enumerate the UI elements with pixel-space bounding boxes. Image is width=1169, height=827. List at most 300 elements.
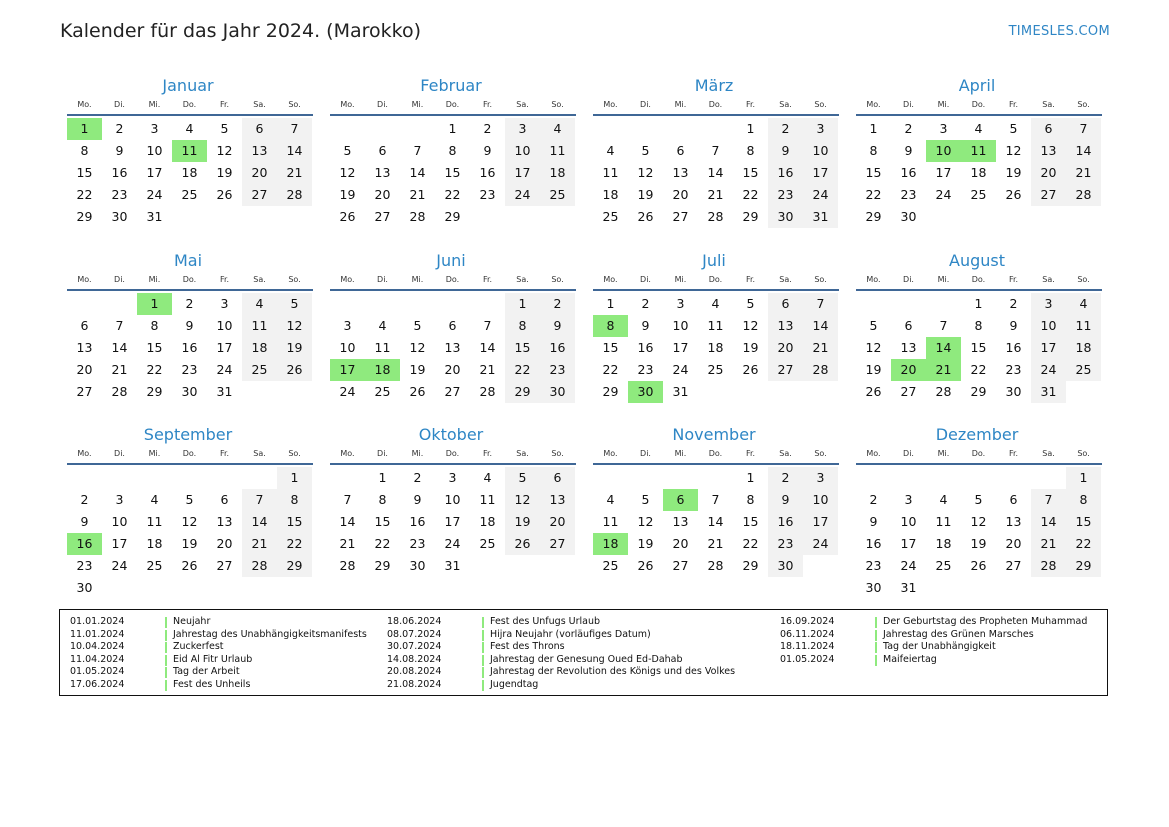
day-cell[interactable]: 27 [444, 384, 461, 399]
day-cell[interactable]: 6 [80, 318, 89, 333]
day-cell[interactable]: 27 [1031, 184, 1066, 206]
day-cell[interactable]: 7 [803, 293, 838, 315]
day-cell[interactable]: 15 [505, 337, 540, 359]
day-cell[interactable]: 27 [768, 359, 803, 381]
day-cell[interactable]: 8 [80, 143, 89, 158]
day-cell[interactable]: 8 [974, 318, 983, 333]
day-cell[interactable]: 24 [444, 536, 461, 551]
day-cell[interactable]: 7 [1066, 118, 1101, 140]
day-cell[interactable]: 21 [707, 187, 724, 202]
day-cell[interactable]: 4 [483, 470, 492, 485]
day-cell[interactable]: 25 [540, 184, 575, 206]
day-cell[interactable]: 17 [803, 511, 838, 533]
day-cell[interactable]: 3 [220, 296, 229, 311]
day-cell[interactable]: 2 [641, 296, 650, 311]
day-cell[interactable]: 15 [1066, 511, 1101, 533]
day-cell[interactable]: 17 [505, 162, 540, 184]
day-cell[interactable]: 13 [672, 514, 689, 529]
day-cell[interactable]: 12 [637, 165, 654, 180]
day-cell[interactable]: 13 [374, 165, 391, 180]
day-cell[interactable]: 4 [939, 492, 948, 507]
day-cell[interactable]: 18 [935, 536, 952, 551]
day-cell[interactable]: 31 [216, 384, 233, 399]
day-cell[interactable]: 6 [220, 492, 229, 507]
day-cell[interactable]: 22 [602, 362, 619, 377]
day-cell[interactable]: 23 [479, 187, 496, 202]
day-cell[interactable]: 25 [602, 558, 619, 573]
day-cell[interactable]: 3 [1031, 293, 1066, 315]
day-cell[interactable]: 28 [1031, 555, 1066, 577]
day-cell[interactable]: 1 [746, 121, 755, 136]
day-cell[interactable]: 27 [76, 384, 93, 399]
day-cell[interactable]: 1 [505, 293, 540, 315]
day-cell[interactable]: 24 [900, 558, 917, 573]
day-cell[interactable]: 26 [742, 362, 759, 377]
day-cell[interactable]: 27 [672, 209, 689, 224]
day-cell[interactable]: 18 [707, 340, 724, 355]
day-cell[interactable]: 25 [970, 187, 987, 202]
day-cell[interactable]: 3 [803, 118, 838, 140]
day-cell[interactable]: 22 [742, 536, 759, 551]
day-cell[interactable]: 17 [803, 162, 838, 184]
day-cell[interactable]: 10 [803, 140, 838, 162]
day-cell[interactable]: 12 [409, 340, 426, 355]
day-cell[interactable]: 30 [540, 381, 575, 403]
day-cell[interactable]: 24 [935, 187, 952, 202]
day-cell[interactable]: 2 [869, 492, 878, 507]
day-cell[interactable]: 29 [970, 384, 987, 399]
day-cell[interactable]: 5 [220, 121, 229, 136]
day-cell[interactable]: 17 [935, 165, 952, 180]
day-cell[interactable]: 12 [277, 315, 312, 337]
day-cell[interactable]: 16 [181, 340, 198, 355]
day-cell[interactable]: 11 [707, 318, 724, 333]
day-cell[interactable]: 10 [505, 140, 540, 162]
day-cell[interactable]: 3 [115, 492, 124, 507]
holiday-day[interactable]: 11 [172, 140, 207, 162]
day-cell[interactable]: 2 [185, 296, 194, 311]
day-cell[interactable]: 22 [374, 536, 391, 551]
day-cell[interactable]: 23 [900, 187, 917, 202]
day-cell[interactable]: 6 [676, 143, 685, 158]
day-cell[interactable]: 10 [444, 492, 461, 507]
day-cell[interactable]: 7 [277, 118, 312, 140]
day-cell[interactable]: 29 [1066, 555, 1101, 577]
day-cell[interactable]: 10 [1031, 315, 1066, 337]
day-cell[interactable]: 31 [900, 580, 917, 595]
day-cell[interactable]: 11 [374, 340, 391, 355]
day-cell[interactable]: 9 [185, 318, 194, 333]
day-cell[interactable]: 23 [181, 362, 198, 377]
day-cell[interactable]: 21 [242, 533, 277, 555]
day-cell[interactable]: 3 [939, 121, 948, 136]
day-cell[interactable]: 5 [343, 143, 352, 158]
holiday-day[interactable]: 18 [365, 359, 400, 381]
day-cell[interactable]: 21 [1066, 162, 1101, 184]
day-cell[interactable]: 4 [974, 121, 983, 136]
day-cell[interactable]: 17 [444, 514, 461, 529]
day-cell[interactable]: 6 [540, 467, 575, 489]
day-cell[interactable]: 26 [409, 384, 426, 399]
day-cell[interactable]: 16 [900, 165, 917, 180]
holiday-day[interactable]: 8 [593, 315, 628, 337]
day-cell[interactable]: 26 [637, 558, 654, 573]
day-cell[interactable]: 7 [711, 143, 720, 158]
day-cell[interactable]: 4 [540, 118, 575, 140]
day-cell[interactable]: 16 [409, 514, 426, 529]
day-cell[interactable]: 21 [409, 187, 426, 202]
day-cell[interactable]: 9 [413, 492, 422, 507]
day-cell[interactable]: 24 [505, 184, 540, 206]
day-cell[interactable]: 7 [711, 492, 720, 507]
day-cell[interactable]: 7 [1031, 489, 1066, 511]
day-cell[interactable]: 14 [803, 315, 838, 337]
day-cell[interactable]: 6 [1009, 492, 1018, 507]
day-cell[interactable]: 29 [277, 555, 312, 577]
day-cell[interactable]: 7 [483, 318, 492, 333]
day-cell[interactable]: 19 [1005, 165, 1022, 180]
day-cell[interactable]: 21 [111, 362, 128, 377]
holiday-day[interactable]: 11 [961, 140, 996, 162]
day-cell[interactable]: 12 [216, 143, 233, 158]
day-cell[interactable]: 19 [181, 536, 198, 551]
day-cell[interactable]: 14 [1031, 511, 1066, 533]
day-cell[interactable]: 3 [343, 318, 352, 333]
day-cell[interactable]: 30 [111, 209, 128, 224]
day-cell[interactable]: 22 [970, 362, 987, 377]
day-cell[interactable]: 6 [378, 143, 387, 158]
day-cell[interactable]: 13 [216, 514, 233, 529]
day-cell[interactable]: 14 [409, 165, 426, 180]
day-cell[interactable]: 10 [146, 143, 163, 158]
day-cell[interactable]: 6 [904, 318, 913, 333]
day-cell[interactable]: 30 [1005, 384, 1022, 399]
day-cell[interactable]: 28 [935, 384, 952, 399]
day-cell[interactable]: 20 [672, 187, 689, 202]
holiday-day[interactable]: 30 [628, 381, 663, 403]
day-cell[interactable]: 29 [76, 209, 93, 224]
day-cell[interactable]: 19 [216, 165, 233, 180]
day-cell[interactable]: 16 [768, 162, 803, 184]
day-cell[interactable]: 23 [76, 558, 93, 573]
day-cell[interactable]: 11 [602, 514, 619, 529]
day-cell[interactable]: 8 [378, 492, 387, 507]
day-cell[interactable]: 31 [803, 206, 838, 228]
day-cell[interactable]: 27 [374, 209, 391, 224]
day-cell[interactable]: 5 [869, 318, 878, 333]
day-cell[interactable]: 25 [1066, 359, 1101, 381]
day-cell[interactable]: 24 [339, 384, 356, 399]
day-cell[interactable]: 24 [672, 362, 689, 377]
day-cell[interactable]: 22 [865, 187, 882, 202]
day-cell[interactable]: 7 [242, 489, 277, 511]
day-cell[interactable]: 12 [865, 340, 882, 355]
day-cell[interactable]: 29 [742, 558, 759, 573]
day-cell[interactable]: 5 [974, 492, 983, 507]
day-cell[interactable]: 18 [540, 162, 575, 184]
day-cell[interactable]: 5 [641, 143, 650, 158]
day-cell[interactable]: 1 [606, 296, 615, 311]
day-cell[interactable]: 30 [768, 555, 803, 577]
day-cell[interactable]: 18 [146, 536, 163, 551]
day-cell[interactable]: 3 [676, 296, 685, 311]
day-cell[interactable]: 21 [277, 162, 312, 184]
day-cell[interactable]: 6 [768, 293, 803, 315]
day-cell[interactable]: 11 [602, 165, 619, 180]
day-cell[interactable]: 11 [146, 514, 163, 529]
day-cell[interactable]: 13 [672, 165, 689, 180]
day-cell[interactable]: 7 [115, 318, 124, 333]
day-cell[interactable]: 14 [339, 514, 356, 529]
day-cell[interactable]: 2 [904, 121, 913, 136]
holiday-day[interactable]: 1 [137, 293, 172, 315]
day-cell[interactable]: 19 [339, 187, 356, 202]
day-cell[interactable]: 7 [413, 143, 422, 158]
day-cell[interactable]: 3 [803, 467, 838, 489]
day-cell[interactable]: 1 [746, 470, 755, 485]
day-cell[interactable]: 16 [1005, 340, 1022, 355]
day-cell[interactable]: 12 [505, 489, 540, 511]
day-cell[interactable]: 4 [711, 296, 720, 311]
day-cell[interactable]: 20 [76, 362, 93, 377]
day-cell[interactable]: 13 [444, 340, 461, 355]
holiday-day[interactable]: 18 [593, 533, 628, 555]
day-cell[interactable]: 13 [1005, 514, 1022, 529]
day-cell[interactable]: 27 [1005, 558, 1022, 573]
day-cell[interactable]: 15 [742, 165, 759, 180]
day-cell[interactable]: 22 [277, 533, 312, 555]
day-cell[interactable]: 3 [904, 492, 913, 507]
day-cell[interactable]: 21 [707, 536, 724, 551]
holiday-day[interactable]: 16 [67, 533, 102, 555]
day-cell[interactable]: 29 [374, 558, 391, 573]
day-cell[interactable]: 10 [339, 340, 356, 355]
day-cell[interactable]: 26 [339, 209, 356, 224]
day-cell[interactable]: 15 [146, 340, 163, 355]
day-cell[interactable]: 26 [1005, 187, 1022, 202]
day-cell[interactable]: 25 [181, 187, 198, 202]
day-cell[interactable]: 10 [672, 318, 689, 333]
day-cell[interactable]: 24 [1031, 359, 1066, 381]
day-cell[interactable]: 8 [448, 143, 457, 158]
day-cell[interactable]: 4 [606, 492, 615, 507]
site-link[interactable]: TIMESLES.COM [1008, 24, 1110, 39]
day-cell[interactable]: 9 [1009, 318, 1018, 333]
day-cell[interactable]: 15 [970, 340, 987, 355]
day-cell[interactable]: 21 [479, 362, 496, 377]
day-cell[interactable]: 15 [374, 514, 391, 529]
day-cell[interactable]: 22 [1066, 533, 1101, 555]
day-cell[interactable]: 16 [540, 337, 575, 359]
day-cell[interactable]: 5 [746, 296, 755, 311]
day-cell[interactable]: 21 [339, 536, 356, 551]
day-cell[interactable]: 24 [803, 184, 838, 206]
day-cell[interactable]: 19 [637, 536, 654, 551]
day-cell[interactable]: 8 [150, 318, 159, 333]
day-cell[interactable]: 20 [1005, 536, 1022, 551]
day-cell[interactable]: 9 [80, 514, 89, 529]
day-cell[interactable]: 22 [76, 187, 93, 202]
day-cell[interactable]: 20 [672, 536, 689, 551]
day-cell[interactable]: 19 [277, 337, 312, 359]
day-cell[interactable]: 8 [746, 143, 755, 158]
day-cell[interactable]: 5 [413, 318, 422, 333]
day-cell[interactable]: 23 [540, 359, 575, 381]
day-cell[interactable]: 9 [768, 140, 803, 162]
day-cell[interactable]: 16 [768, 511, 803, 533]
day-cell[interactable]: 15 [76, 165, 93, 180]
day-cell[interactable]: 27 [216, 558, 233, 573]
day-cell[interactable]: 2 [768, 467, 803, 489]
day-cell[interactable]: 13 [900, 340, 917, 355]
day-cell[interactable]: 9 [483, 143, 492, 158]
day-cell[interactable]: 15 [602, 340, 619, 355]
day-cell[interactable]: 12 [637, 514, 654, 529]
day-cell[interactable]: 29 [505, 381, 540, 403]
day-cell[interactable]: 2 [483, 121, 492, 136]
day-cell[interactable]: 28 [1066, 184, 1101, 206]
day-cell[interactable]: 26 [181, 558, 198, 573]
day-cell[interactable]: 16 [865, 536, 882, 551]
day-cell[interactable]: 5 [505, 467, 540, 489]
day-cell[interactable]: 4 [1066, 293, 1101, 315]
day-cell[interactable]: 14 [1066, 140, 1101, 162]
day-cell[interactable]: 23 [1005, 362, 1022, 377]
day-cell[interactable]: 22 [146, 362, 163, 377]
day-cell[interactable]: 26 [970, 558, 987, 573]
day-cell[interactable]: 15 [742, 514, 759, 529]
day-cell[interactable]: 13 [1031, 140, 1066, 162]
day-cell[interactable]: 9 [641, 318, 650, 333]
day-cell[interactable]: 18 [479, 514, 496, 529]
day-cell[interactable]: 12 [742, 318, 759, 333]
day-cell[interactable]: 28 [707, 558, 724, 573]
day-cell[interactable]: 9 [540, 315, 575, 337]
day-cell[interactable]: 23 [111, 187, 128, 202]
day-cell[interactable]: 23 [409, 536, 426, 551]
day-cell[interactable]: 20 [444, 362, 461, 377]
holiday-day[interactable]: 20 [891, 359, 926, 381]
day-cell[interactable]: 26 [865, 384, 882, 399]
day-cell[interactable]: 30 [768, 206, 803, 228]
day-cell[interactable]: 28 [339, 558, 356, 573]
day-cell[interactable]: 1 [974, 296, 983, 311]
day-cell[interactable]: 28 [111, 384, 128, 399]
day-cell[interactable]: 23 [865, 558, 882, 573]
day-cell[interactable]: 15 [277, 511, 312, 533]
day-cell[interactable]: 3 [448, 470, 457, 485]
holiday-day[interactable]: 21 [926, 359, 961, 381]
day-cell[interactable]: 30 [409, 558, 426, 573]
day-cell[interactable]: 11 [479, 492, 496, 507]
day-cell[interactable]: 22 [505, 359, 540, 381]
day-cell[interactable]: 20 [768, 337, 803, 359]
holiday-day[interactable]: 17 [330, 359, 365, 381]
day-cell[interactable]: 17 [146, 165, 163, 180]
day-cell[interactable]: 9 [115, 143, 124, 158]
day-cell[interactable]: 21 [803, 337, 838, 359]
day-cell[interactable]: 1 [277, 467, 312, 489]
day-cell[interactable]: 30 [76, 580, 93, 595]
day-cell[interactable]: 10 [900, 514, 917, 529]
day-cell[interactable]: 25 [479, 536, 496, 551]
day-cell[interactable]: 3 [150, 121, 159, 136]
day-cell[interactable]: 18 [602, 187, 619, 202]
day-cell[interactable]: 4 [185, 121, 194, 136]
day-cell[interactable]: 5 [277, 293, 312, 315]
day-cell[interactable]: 7 [939, 318, 948, 333]
day-cell[interactable]: 30 [900, 209, 917, 224]
day-cell[interactable]: 20 [216, 536, 233, 551]
day-cell[interactable]: 25 [242, 359, 277, 381]
day-cell[interactable]: 25 [935, 558, 952, 573]
day-cell[interactable]: 25 [602, 209, 619, 224]
day-cell[interactable]: 5 [641, 492, 650, 507]
day-cell[interactable]: 9 [904, 143, 913, 158]
day-cell[interactable]: 2 [413, 470, 422, 485]
day-cell[interactable]: 6 [448, 318, 457, 333]
day-cell[interactable]: 6 [242, 118, 277, 140]
day-cell[interactable]: 18 [181, 165, 198, 180]
day-cell[interactable]: 19 [505, 511, 540, 533]
day-cell[interactable]: 19 [637, 187, 654, 202]
day-cell[interactable]: 31 [1031, 381, 1066, 403]
day-cell[interactable]: 20 [540, 511, 575, 533]
day-cell[interactable]: 14 [707, 165, 724, 180]
day-cell[interactable]: 24 [216, 362, 233, 377]
day-cell[interactable]: 19 [865, 362, 882, 377]
day-cell[interactable]: 17 [216, 340, 233, 355]
day-cell[interactable]: 16 [637, 340, 654, 355]
day-cell[interactable]: 12 [1005, 143, 1022, 158]
day-cell[interactable]: 29 [742, 209, 759, 224]
day-cell[interactable]: 14 [707, 514, 724, 529]
day-cell[interactable]: 12 [970, 514, 987, 529]
day-cell[interactable]: 4 [242, 293, 277, 315]
day-cell[interactable]: 23 [768, 184, 803, 206]
holiday-day[interactable]: 1 [67, 118, 102, 140]
day-cell[interactable]: 13 [242, 140, 277, 162]
day-cell[interactable]: 8 [277, 489, 312, 511]
day-cell[interactable]: 26 [505, 533, 540, 555]
day-cell[interactable]: 28 [803, 359, 838, 381]
day-cell[interactable]: 24 [803, 533, 838, 555]
day-cell[interactable]: 17 [672, 340, 689, 355]
day-cell[interactable]: 14 [111, 340, 128, 355]
day-cell[interactable]: 10 [216, 318, 233, 333]
day-cell[interactable]: 11 [1066, 315, 1101, 337]
day-cell[interactable]: 9 [768, 489, 803, 511]
day-cell[interactable]: 11 [242, 315, 277, 337]
day-cell[interactable]: 22 [742, 187, 759, 202]
day-cell[interactable]: 13 [768, 315, 803, 337]
day-cell[interactable]: 4 [606, 143, 615, 158]
day-cell[interactable]: 20 [242, 162, 277, 184]
day-cell[interactable]: 17 [1031, 337, 1066, 359]
day-cell[interactable]: 11 [935, 514, 952, 529]
day-cell[interactable]: 18 [1066, 337, 1101, 359]
day-cell[interactable]: 14 [479, 340, 496, 355]
day-cell[interactable]: 8 [505, 315, 540, 337]
day-cell[interactable]: 28 [707, 209, 724, 224]
day-cell[interactable]: 22 [444, 187, 461, 202]
day-cell[interactable]: 14 [277, 140, 312, 162]
day-cell[interactable]: 28 [242, 555, 277, 577]
day-cell[interactable]: 8 [869, 143, 878, 158]
day-cell[interactable]: 20 [1031, 162, 1066, 184]
day-cell[interactable]: 12 [339, 165, 356, 180]
day-cell[interactable]: 15 [444, 165, 461, 180]
